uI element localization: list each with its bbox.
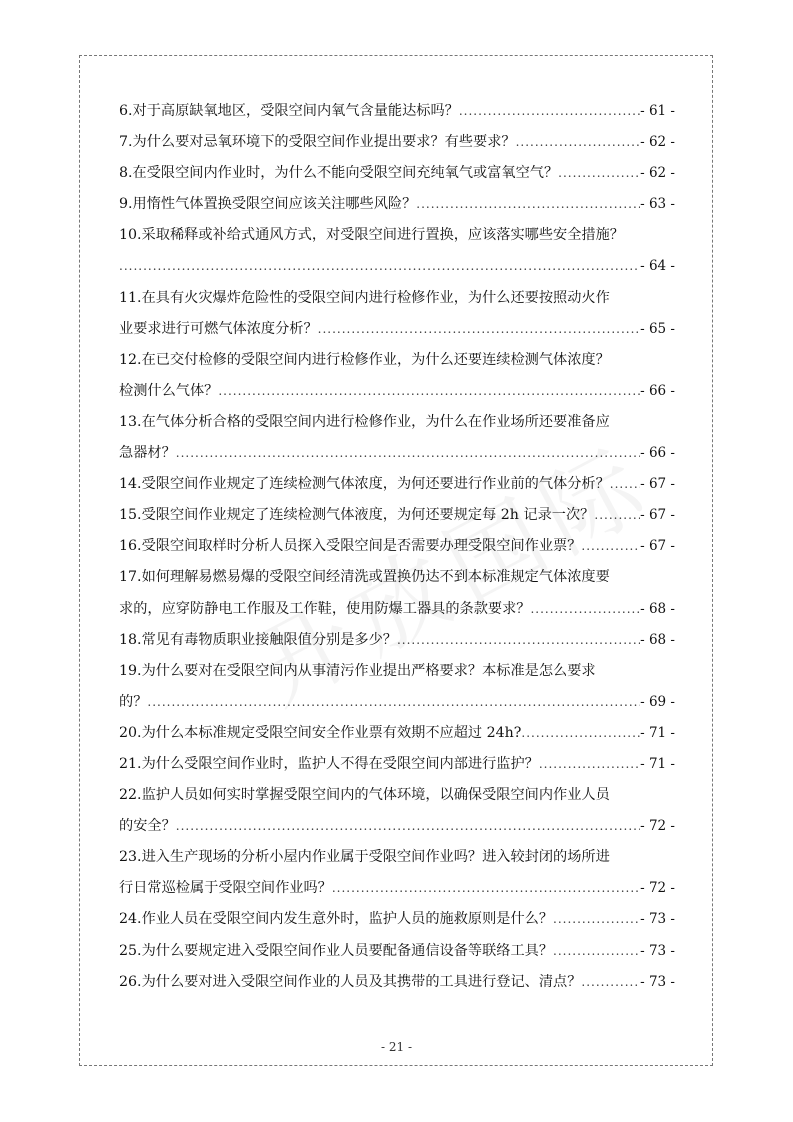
toc-entry-text: 20.为什么本标准规定受限空间安全作业票有效期不应超过 24h? [119, 724, 522, 741]
toc-leader-dots [521, 718, 640, 749]
toc-entry[interactable] [119, 780, 675, 811]
toc-leader-dots [176, 438, 640, 469]
toc-entry-text: 6.对于高原缺氧地区，受限空间内氧气含量能达标吗？ [119, 103, 459, 119]
toc-entry[interactable] [119, 314, 675, 345]
toc-leader-dots [558, 158, 640, 189]
toc-entry[interactable] [119, 562, 675, 593]
toc-page-number: - 72 - [640, 818, 675, 835]
toc-page-number: - 68 - [640, 631, 675, 648]
toc-leader-dots [581, 531, 640, 562]
toc-leader-dots [594, 500, 640, 531]
toc-page-number: - 68 - [640, 600, 675, 617]
toc-entry[interactable] [119, 96, 675, 127]
toc-entry-text: 21.为什么受限空间作业时，监护人不得在受限空间内部进行监护？ [119, 755, 539, 772]
toc-leader-dots [397, 625, 640, 656]
toc-entry[interactable] [119, 904, 675, 935]
toc-entry-text: 急器材？ [119, 445, 176, 462]
toc-entry-text: 19.为什么要对在受限空间内从事清污作业提出严格要求？本标准是怎么要求 [119, 662, 596, 679]
toc-entry-text: 16.受限空间取样时分析人员探入受限空间是否需要办理受限空间作业票？ [119, 538, 582, 555]
toc-page-number: - 67 - [640, 476, 675, 493]
toc-entry-text: 23.进入生产现场的分析小屋内作业属于受限空间作业吗？进入较封闭的场所进 [119, 849, 610, 866]
toc-leader-dots [539, 749, 640, 780]
toc-leader-dots [119, 251, 640, 282]
toc-entry-text: 检测什么气体？ [119, 382, 219, 399]
toc-page-number: - 71 - [640, 724, 675, 741]
toc-leader-dots [553, 904, 640, 935]
toc-leader-dots [530, 594, 640, 625]
toc-entry-text: 9.用惰性气体置换受限空间应该关注哪些风险？ [119, 196, 417, 213]
toc-entry[interactable] [119, 967, 675, 998]
toc-entry-text: 8.在受限空间内作业时，为什么不能向受限空间充纯氧气或富氧空气？ [119, 165, 559, 182]
toc-entry[interactable] [119, 500, 675, 531]
toc-entry-text: 求的，应穿防静电工作服及工作鞋，使用防爆工器具的条款要求？ [119, 600, 531, 617]
toc-page-number: - 64 - [640, 258, 675, 275]
toc-leader-dots [610, 469, 640, 500]
toc-page-number: - 73 - [640, 911, 675, 928]
toc-page-number: - 67 - [640, 507, 675, 524]
toc-entry[interactable] [119, 749, 675, 780]
toc-entry[interactable] [119, 189, 675, 220]
toc-entry-text: 22.监护人员如何实时掌握受限空间内的气体环境，以确保受限空间内作业人员 [119, 787, 610, 804]
toc-page-number: - 66 - [640, 382, 675, 399]
toc-leader-dots [218, 376, 640, 407]
toc-page-number: - 66 - [640, 445, 675, 462]
page-number: - 21 - [380, 1040, 412, 1054]
toc-page-number: - 61 - [640, 103, 675, 119]
toc-entry[interactable] [119, 469, 675, 500]
toc-page-number: - 73 - [640, 973, 675, 990]
toc-entry-text: 25.为什么要规定进入受限空间作业人员要配备通信设备等联络工具？ [119, 942, 554, 959]
toc-entry[interactable] [119, 251, 675, 282]
toc-entry[interactable] [119, 438, 675, 469]
toc-entry[interactable] [119, 158, 675, 189]
toc-entry-text: 的安全？ [119, 818, 176, 835]
toc-entry-text: 17.如何理解易燃易爆的受限空间经清洗或置换仍达不到本标准规定气体浓度要 [119, 569, 610, 586]
toc-page-number: - 67 - [640, 538, 675, 555]
toc-entry[interactable] [119, 127, 675, 158]
toc-page-number: - 72 - [640, 880, 675, 897]
toc-entry[interactable] [119, 687, 675, 718]
toc-entry[interactable] [119, 220, 675, 251]
toc-leader-dots [581, 967, 640, 998]
toc-entry[interactable] [119, 345, 675, 376]
toc-entry[interactable] [119, 407, 675, 438]
toc-entry-text: 12.在已交付检修的受限空间内进行检修作业，为什么还要连续检测气体浓度？ [119, 351, 610, 368]
toc-entry-text: 26.为什么要对进入受限空间作业的人员及其携带的工具进行登记、清点？ [119, 973, 582, 990]
toc-entry-text: 18.常见有毒物质职业接触限值分别是多少？ [119, 631, 397, 648]
toc-entry-text: 行日常巡检属于受限空间作业吗？ [119, 880, 332, 897]
toc-page-number: - 73 - [640, 942, 675, 959]
toc-page-number: - 71 - [640, 755, 675, 772]
toc-entry-text: 11.在具有火灾爆炸危险性的受限空间内进行检修作业，为什么还要按照动火作 [119, 289, 610, 306]
toc-entry[interactable] [119, 718, 675, 749]
toc-leader-dots [459, 96, 640, 127]
toc-entry[interactable] [119, 811, 675, 842]
toc-entry[interactable] [119, 531, 675, 562]
toc-leader-dots [553, 936, 640, 967]
toc-entry[interactable] [119, 842, 675, 873]
toc-page-number: - 65 - [640, 320, 675, 337]
toc-leader-dots [176, 811, 640, 842]
toc-leader-dots [147, 687, 640, 718]
toc-page-number: - 63 - [640, 196, 675, 213]
toc-leader-dots [416, 189, 640, 220]
toc-entry[interactable] [119, 873, 675, 904]
toc-entry-text: 15.受限空间作业规定了连续检测气体液度，为何还要规定每 2h 记录一次？ [119, 507, 595, 524]
toc-entry[interactable] [119, 656, 675, 687]
toc-entry-text: 10.采取稀释或补给式通风方式，对受限空间进行置换，应该落实哪些安全措施？ [119, 227, 624, 244]
toc-page-number: - 62 - [640, 134, 675, 151]
toc-entry[interactable] [119, 594, 675, 625]
toc-entry-text: 24.作业人员在受限空间内发生意外时，监护人员的施救原则是什么？ [119, 911, 554, 928]
toc-entry-text: 的？ [119, 693, 148, 710]
toc-entry[interactable] [119, 283, 675, 314]
toc-entry-text: 14.受限空间作业规定了连续检测气体浓度，为何还要进行作业前的气体分析？ [119, 476, 610, 493]
toc-page-number: - 69 - [640, 693, 675, 710]
toc-entry[interactable] [119, 625, 675, 656]
toc-entry[interactable] [119, 376, 675, 407]
toc-entry-text: 业要求进行可燃气体浓度分析？ [119, 320, 318, 337]
toc-page-number: - 62 - [640, 165, 675, 182]
toc-entry-text: 13.在气体分析合格的受限空间内进行检修作业，为什么在作业场所还要准备应 [119, 413, 610, 430]
toc-entry[interactable] [119, 936, 675, 967]
table-of-contents [119, 96, 675, 998]
toc-leader-dots [332, 873, 640, 904]
toc-leader-dots [318, 314, 640, 345]
toc-entry-text: 7.为什么要对忌氧环境下的受限空间作业提出要求？有些要求？ [119, 134, 516, 151]
toc-leader-dots [516, 127, 641, 158]
